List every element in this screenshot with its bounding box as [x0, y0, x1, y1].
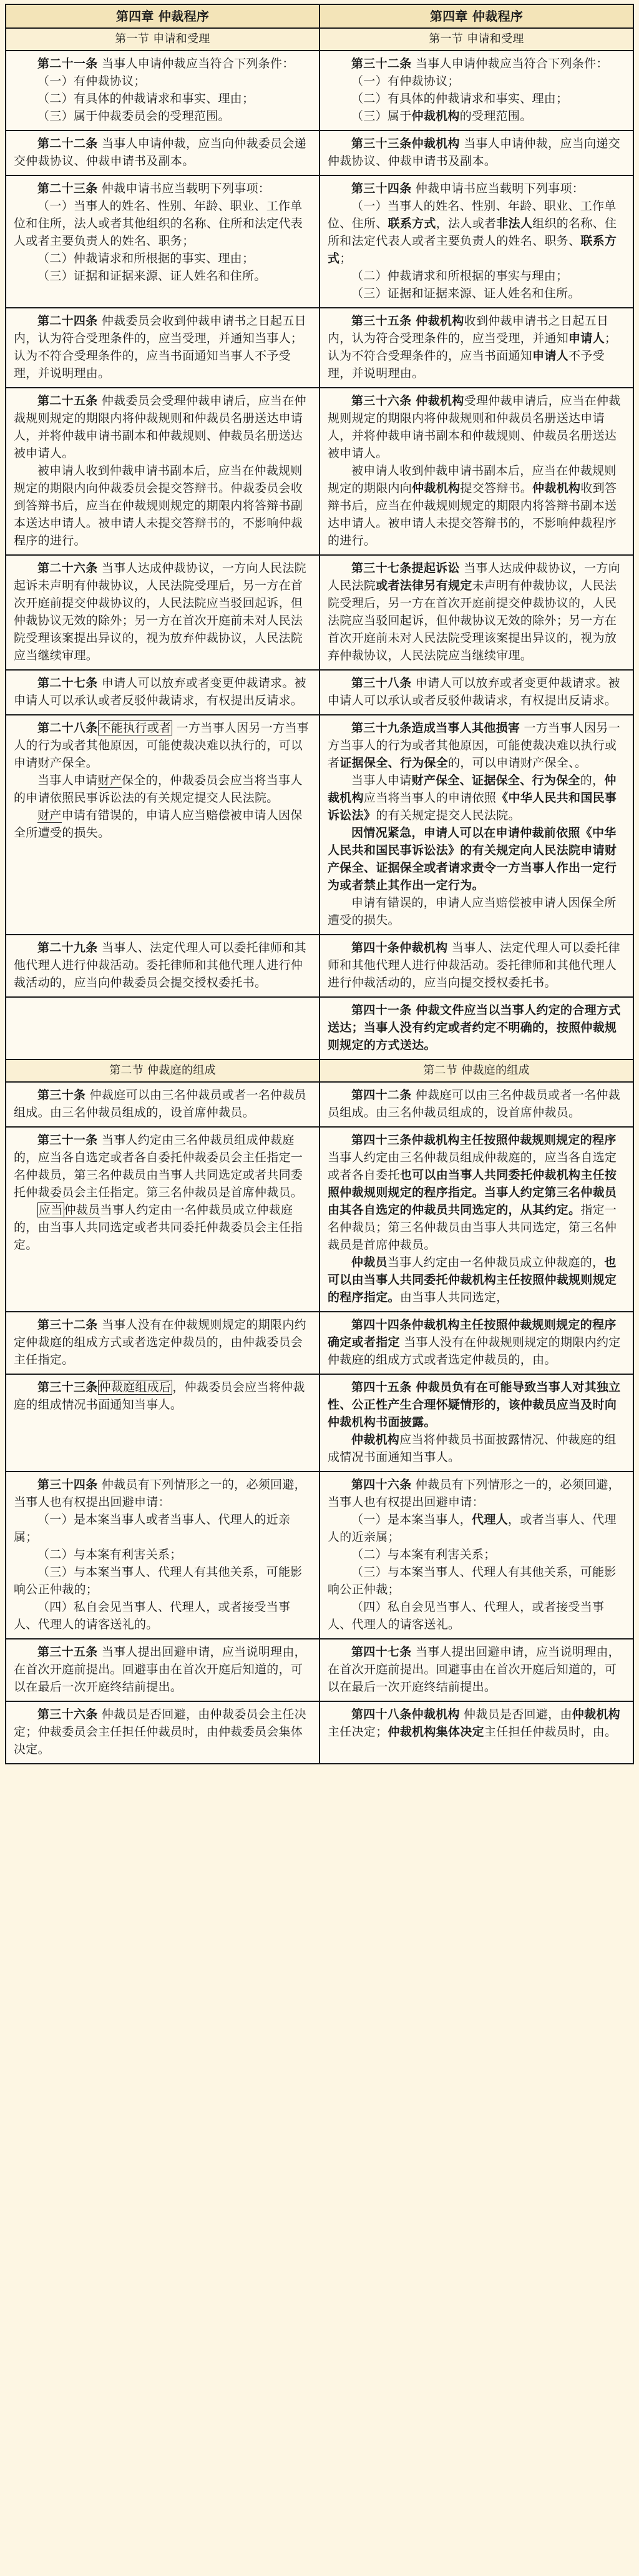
- text: 保全所遭受的损失。: [14, 809, 303, 840]
- bold-text: 仲裁员: [351, 1256, 388, 1269]
- text: 当事人申请仲裁应当符合下列条件：: [97, 57, 295, 71]
- section-title-right: 第二节 仲裁庭的组成: [320, 1059, 633, 1082]
- label: 第二十四条: [37, 314, 98, 328]
- article-paragraph: [14, 55, 311, 72]
- text: 仲裁委员会受理仲裁申请后，应当在仲裁规则规定的期限内将仲裁规则和仲裁员名册送达申请人，并将仲裁申请书副本和仲裁规则、仲裁员名册送达被申请人。: [14, 394, 306, 460]
- text: 当事人约定由三名仲裁员组成仲裁庭的，应当各自选定或者各自委托: [328, 1151, 617, 1182]
- article-paragraph: [328, 55, 625, 72]
- text: 当事人申请仲裁，应当向: [459, 137, 597, 150]
- label: 第四十五条: [351, 1380, 412, 1394]
- article-paragraph: [14, 1201, 311, 1254]
- article-paragraph: [328, 1598, 625, 1633]
- article-paragraph: [14, 250, 311, 267]
- article-paragraph: [14, 1316, 311, 1369]
- new-article-cell: [320, 1127, 633, 1312]
- article-paragraph: [14, 312, 311, 382]
- article-row: [6, 1472, 633, 1639]
- text: 。: [544, 1353, 557, 1367]
- old-article-cell-empty: [6, 997, 320, 1059]
- text: ，仲裁委员会应当将仲裁庭的组成情况书面通知当事人。: [14, 1380, 305, 1412]
- text: （二）与本案有利害关系；: [351, 1548, 496, 1561]
- new-article-cell: [320, 1312, 633, 1374]
- article-paragraph: [14, 90, 311, 107]
- bold-text: 申请人: [532, 349, 569, 363]
- new-article-cell: [320, 715, 633, 935]
- article-paragraph: [328, 312, 625, 382]
- bold-text: 造成当事人其他损害: [411, 721, 520, 735]
- article-paragraph: [328, 1546, 625, 1563]
- bold-text: 仲裁机构主任按照仲裁规则规定的程序: [411, 1133, 617, 1147]
- text: （一）是本案当事人或者当事人、代理人的近亲属；: [14, 1513, 291, 1544]
- bold-text: 财产保全、证据保全、行为保全: [411, 774, 580, 787]
- text: 。: [574, 756, 587, 770]
- text: 仲裁申请书应当载明下列事项：: [97, 182, 271, 195]
- text: 仲裁申请书应当载明下列事项：: [411, 182, 585, 195]
- label: 第二十一条: [37, 57, 98, 71]
- boxed-text: 不能执行或者: [99, 721, 172, 735]
- article-paragraph: [328, 719, 625, 772]
- label: 第四十四条: [351, 1318, 412, 1332]
- article-paragraph: [14, 1546, 311, 1563]
- article-paragraph: [14, 719, 311, 772]
- text: （二）仲裁请求和所根据的事实与理由；: [351, 269, 568, 283]
- article-row: [6, 715, 633, 935]
- text: 申请有错误的，申请人应当赔偿被申请人因: [61, 809, 291, 822]
- old-article-cell: [6, 1127, 320, 1312]
- bold-text: 仲裁机构: [328, 774, 617, 805]
- bold-text: 第四十一条 仲裁文件应当以当事人约定的合理方式送达；当事人没有约定或者约定不明确的，按照仲裁规则规定的方式送达。: [328, 1003, 621, 1052]
- article-paragraph: [328, 1379, 625, 1431]
- text: 被申请人收到仲裁申请书副本后，应当在仲裁规则规定的期限内向: [328, 464, 617, 495]
- text: 递交仲裁协议、仲裁申请书及副本。: [328, 137, 620, 168]
- text: 的，: [580, 774, 605, 787]
- underlined-text: 仲裁员: [64, 1203, 100, 1217]
- article-paragraph: [328, 894, 625, 929]
- label: 第二十六条: [37, 561, 98, 575]
- article-paragraph: [14, 1379, 311, 1413]
- text: 当事人约定由一名仲裁员成立仲裁庭的，: [387, 1256, 605, 1269]
- text: 应当将当事人的申请依照: [363, 791, 497, 805]
- article-paragraph: [14, 1086, 311, 1121]
- article-paragraph: [14, 267, 311, 285]
- article-paragraph: [328, 72, 625, 90]
- text: （四）私自会见当事人、代理人，或者接受当事人、代理人的请客送礼的。: [14, 1600, 291, 1631]
- bold-text: 《中华人民共和国民事诉讼法》: [328, 791, 617, 822]
- bold-text: 仲裁机构: [411, 394, 464, 408]
- article-paragraph: [328, 462, 625, 549]
- article-row: [6, 935, 633, 997]
- chapter-title-right: 第四章 仲裁程序: [320, 4, 633, 28]
- label: 第四十三条: [351, 1133, 412, 1147]
- article-row: [6, 175, 633, 308]
- label: 第三十四条: [351, 182, 412, 195]
- section-title-left: 第一节 申请和受理: [6, 28, 320, 51]
- article-paragraph: [328, 1511, 625, 1546]
- text: 仲裁员有下列情形之一的，必须回避，当事人也有权提出回避申请：: [328, 1478, 620, 1509]
- article-paragraph: [14, 1643, 311, 1696]
- text: （一）当事人的姓名、性别、年龄、职业、工作单位、住所、: [328, 199, 617, 230]
- label: 第二十二条: [37, 137, 98, 150]
- article-paragraph: [14, 1476, 311, 1511]
- article-paragraph: [328, 824, 625, 894]
- label: 第三十条: [37, 1088, 86, 1102]
- bold-text: 非法人: [496, 217, 533, 230]
- bold-text: 仲裁机构: [399, 941, 448, 955]
- text: 当事人没有在仲裁规则规定的期限内约定仲裁庭的组成方式或者选定仲裁员的，由: [328, 1335, 621, 1367]
- old-article-cell: [6, 555, 320, 670]
- article-row: [6, 1312, 633, 1374]
- article-paragraph: [14, 72, 311, 90]
- article-paragraph: [328, 559, 625, 664]
- article-paragraph: [328, 107, 625, 125]
- article-paragraph: [328, 772, 625, 824]
- text: 仲裁员是否回避，由仲裁委员会主任决定；仲裁委员会主任担任仲裁员时，由仲裁委员会集体决定。: [14, 1708, 306, 1756]
- article-paragraph: [14, 1511, 311, 1546]
- bold-text: 仲裁机构集体决定: [388, 1725, 484, 1739]
- text: （一）有仲裁协议；: [351, 74, 460, 88]
- article-paragraph: [328, 1131, 625, 1254]
- new-article-cell: [320, 1472, 633, 1639]
- article-row: [6, 308, 633, 388]
- article-paragraph: [14, 197, 311, 250]
- article-paragraph: [328, 1476, 625, 1511]
- old-article-cell: [6, 1701, 320, 1764]
- bold-text: 证据保全、行为保全: [339, 756, 449, 770]
- article-paragraph: [328, 267, 625, 285]
- text: 当事人申请: [37, 774, 98, 787]
- bold-text: 仲裁机构: [411, 1708, 460, 1721]
- text: 受理仲裁申请后，应当在仲裁规则规定的期限内将仲裁规则和仲裁员名册送达申请人，并将仲裁申请书副本和仲裁规则、仲裁员名册送达被申请人。: [328, 394, 621, 460]
- text: 当事人、法定代理人可以委托律师和其他代理人进行仲裁活动。委托律师和其他代理人进行仲裁活动的，应当向仲裁委员会提交授权委托书。: [14, 941, 306, 990]
- new-article-cell: [320, 1082, 633, 1127]
- text: ，法人或者: [436, 217, 497, 230]
- bold-text: 联系方式: [328, 234, 617, 265]
- bold-text: 仲裁机构主任按照仲裁规则规定的程序确定或者指定: [328, 1318, 617, 1349]
- old-article-cell: [6, 1472, 320, 1639]
- text: 的受理范围。: [459, 109, 532, 123]
- article-row: [6, 1374, 633, 1472]
- text: 。: [26, 1238, 38, 1252]
- new-article-cell: [320, 51, 633, 130]
- old-article-cell: [6, 388, 320, 555]
- boxed-text: 仲裁庭组成后: [99, 1380, 172, 1394]
- article-paragraph: [14, 107, 311, 125]
- text: 当事人申请仲裁应当符合下列条件：: [411, 57, 608, 71]
- article-paragraph: [14, 559, 311, 664]
- text: （三）与本案当事人、代理人有其他关系，可能影响公正仲裁；: [328, 1565, 617, 1596]
- new-article-cell: [320, 388, 633, 555]
- old-article-cell: [6, 130, 320, 175]
- text: 仲裁员有下列情形之一的，必须回避，当事人也有权提出回避申请：: [14, 1478, 306, 1509]
- article-paragraph: [328, 1316, 625, 1369]
- bold-text: 也可以由当事人共同委托仲裁机构主任按照仲裁规则规定的程序指定。当事人约定第三名仲裁员由其各自选定的仲裁员共同选定的，从其约定。: [328, 1168, 617, 1217]
- article-paragraph: [14, 772, 311, 807]
- text: 由当事人共同选定，: [399, 1290, 509, 1304]
- text: 被申请人收到仲裁申请书副本后，应当在仲裁规则规定的期限内向仲裁委员会提交答辩书。仲裁委员会收到答辩书后，应当在仲裁规则规定的期限内将答辩书副本送达申请人。被申请人未提交答辩书的，不影响仲裁程序的进行。: [14, 464, 303, 548]
- text: 申请人可以放弃或者变更仲裁请求。被申请人可以承认或者反驳仲裁请求，有权提出反请求。: [328, 676, 620, 707]
- text: （一）当事人的姓名、性别、年龄、职业、工作单位和住所，法人或者其他组织的名称、住所和法定代表人或者主要负责人的姓名、职务；: [14, 199, 303, 248]
- article-paragraph: [328, 392, 625, 462]
- comparison-table: [5, 4, 634, 1764]
- text: 一方当事人因另一方当事人的行为或者其他原因，可能使裁决难以执行或者: [328, 721, 620, 770]
- text: 提交答辩书。: [460, 481, 533, 495]
- old-article-cell: [6, 1312, 320, 1374]
- article-paragraph: [14, 674, 311, 709]
- label: 第三十六条: [37, 1708, 98, 1721]
- article-paragraph: [14, 1706, 311, 1758]
- text: 保全的，仲裁委员会应当将当事人的申请依照民事诉讼法的有关规定提交人民法院。: [14, 774, 303, 805]
- article-row: [6, 388, 633, 555]
- label: 第四十八条: [351, 1708, 412, 1721]
- text: 申请人可以放弃或者变更仲裁请求。被申请人可以承认或者反驳仲裁请求，有权提出反请求。: [14, 676, 306, 707]
- text: （二）有具体的仲裁请求和事实、理由；: [37, 92, 255, 106]
- bold-text: 仲裁机构: [572, 1708, 620, 1721]
- article-row: [6, 1127, 633, 1312]
- label: 第四十六条: [351, 1478, 412, 1492]
- label: 第三十八条: [351, 676, 412, 690]
- text: 当事人提出回避申请，应当说明理由，在首次开庭前提出。回避事由在首次开庭后知道的，可以在最后一次开庭终结前提出。: [328, 1645, 620, 1694]
- text: 组织的名称、住所和法定代表人或者主要负责人的姓名、职务、: [328, 217, 617, 248]
- text: ；认为不符合受理条件的，应当书面通知: [328, 332, 617, 363]
- label: 第三十九条: [351, 721, 412, 735]
- label: 第三十二条: [37, 1318, 98, 1332]
- article-paragraph: [328, 1706, 625, 1741]
- new-article-cell: [320, 175, 633, 308]
- bold-text: 仲裁机构: [411, 109, 460, 123]
- text: 由当事人共同选定或者共同委托仲裁委员会主任指定: [14, 1221, 303, 1252]
- article-paragraph: [328, 1086, 625, 1121]
- section-title-right: 第一节 申请和受理: [320, 28, 633, 51]
- section-header-row: [6, 28, 633, 51]
- text: 仲裁员是否回避，由: [459, 1708, 572, 1721]
- label: 第二十九条: [37, 941, 98, 955]
- article-paragraph: [14, 135, 311, 170]
- article-paragraph: [14, 180, 311, 197]
- text: （一）是本案当事人，: [351, 1513, 472, 1526]
- text: 当事人申请仲裁，应当向仲裁委员会递交仲裁协议、仲裁申请书及副本。: [14, 137, 306, 168]
- old-article-cell: [6, 1082, 320, 1127]
- new-article-cell: [320, 1701, 633, 1764]
- bold-text: 或者法律另有规定: [376, 579, 472, 592]
- section-header-row: [6, 1059, 633, 1082]
- text: （三）证据和证据来源、证人姓名和住所。: [37, 269, 266, 283]
- old-article-cell: [6, 715, 320, 935]
- label: 第四十二条: [351, 1088, 412, 1102]
- label: 第二十七条: [37, 676, 98, 690]
- label: 第三十六条: [351, 394, 412, 408]
- text: （三）证据和证据来源、证人姓名和住所。: [351, 287, 580, 300]
- text: 收到仲裁申请书之日起五日内，认为符合受理条件的，应当受理，并通知: [328, 314, 609, 345]
- text: 仲裁庭可以由三名仲裁员或者一名仲裁员组成。由三名仲裁员组成的，设首席仲裁员。: [328, 1088, 620, 1119]
- bold-text: 仲裁员负有在可能导致当事人对其独立性、公正性产生合理怀疑情形的，该仲裁员应当及时向仲裁机构书面披露。: [328, 1380, 621, 1429]
- old-article-cell: [6, 1639, 320, 1701]
- text: 当事人提出回避申请，应当说明理由，在首次开庭前提出。回避事由在首次开庭后知道的，可以在最后一次开庭终结前提出。: [14, 1645, 306, 1694]
- text: 申请有错误的，申请人应当赔偿被申请人因保全所遭受的损失。: [328, 896, 617, 927]
- old-article-cell: [6, 935, 320, 997]
- text: 未声明有仲裁协议，人民法院受理后，另一方在首次开庭前提交仲裁协议的，人民法院应当驳回起诉，但仲裁协议无效: [328, 579, 617, 627]
- old-article-cell: [6, 175, 320, 308]
- article-paragraph: [14, 1131, 311, 1201]
- article-paragraph: [14, 1563, 311, 1598]
- label: 第三十三条: [37, 1380, 98, 1394]
- text: 主任担任仲裁员时，由: [484, 1725, 605, 1739]
- new-article-cell: [320, 935, 633, 997]
- text: （三）属于仲裁委员会的受理范围。: [37, 109, 230, 123]
- text: 的有关规定提交人民法院。: [376, 809, 520, 822]
- new-article-cell: [320, 1374, 633, 1472]
- article-paragraph: [328, 135, 625, 170]
- article-paragraph: [328, 1431, 625, 1466]
- article-paragraph: [328, 939, 625, 991]
- text: 当事人约定由一名仲裁员成立仲裁庭的，: [14, 1203, 293, 1234]
- article-row: [6, 555, 633, 670]
- article-paragraph: [14, 807, 311, 842]
- text: （一）有仲裁协议；: [37, 74, 146, 88]
- article-row: [6, 1082, 633, 1127]
- bold-text: 提起诉讼: [411, 561, 460, 575]
- text: （二）与本案有利害关系；: [37, 1548, 182, 1561]
- article-paragraph: [328, 285, 625, 302]
- text: （四）私自会见当事人、代理人，或者接受当事人、代理人的请客送礼。: [328, 1600, 605, 1631]
- chapter-header-row: [6, 4, 633, 28]
- article-paragraph: [328, 180, 625, 197]
- article-paragraph: [328, 197, 625, 267]
- text: 第三名仲裁员是首席仲裁员。: [328, 1221, 617, 1252]
- text: 收到答辩书后，应当在仲裁规则规定的期限内将答辩书副本送达申请人。被申请人未提交答辩书的，不影响仲裁程序的进行。: [328, 481, 617, 548]
- text: 提交授权委托书。: [460, 976, 557, 990]
- boxed-text: 应当: [39, 1203, 63, 1217]
- text: 仲裁委员会收到仲裁申请书之日起五日内，认为符合受理条件的，应当受理，并通知当事人；认为不符合受理条件的，应当书面通知当事人不予受理，并说明理由。: [14, 314, 306, 380]
- text: 不予受理，并说明理由。: [328, 349, 605, 380]
- label: 第三十四条: [37, 1478, 98, 1492]
- text: （三）与本案当事人、代理人有其他关系，可能影响公正仲裁的；: [14, 1565, 303, 1596]
- bold-text: 也可以由当事人共同委托仲裁机构主任按照仲裁规则规定的程序指定。: [328, 1256, 617, 1304]
- article-paragraph: [14, 1598, 311, 1633]
- text: ；: [339, 252, 352, 265]
- text: （二）仲裁请求和所根据的事实、理由；: [37, 252, 255, 265]
- article-paragraph: [328, 90, 625, 107]
- article-paragraph: [14, 939, 311, 991]
- label: 第三十五条: [351, 314, 412, 328]
- label: 第三十二条: [351, 57, 412, 71]
- text: ，或者当事人、代理人的近亲属；: [328, 1513, 617, 1544]
- text: 当事人申请: [351, 774, 412, 787]
- text: 当事人达成仲裁协议，一方向人民法院: [328, 561, 620, 592]
- text: 主任决定；: [328, 1725, 388, 1739]
- new-article-cell: [320, 555, 633, 670]
- text: 当事人约定由三名仲裁员组成仲裁庭的，应当各自选定或者各自委托仲裁委员会主任指定一名仲裁员，第三名仲裁员由当事人共同选定或者共同委托仲裁委员会主任指定。第三名仲裁员是首席仲裁员。: [14, 1133, 303, 1199]
- bold-text: 仲裁机构: [411, 137, 460, 150]
- new-article-cell: [320, 670, 633, 715]
- underlined-text: 财产: [97, 774, 122, 787]
- article-row: [6, 1701, 633, 1764]
- text: 当事人达成仲裁协议，一方向人民法院起诉未声明有仲裁协议，人民法院受理后，另一方在首次开庭前提交仲裁协议的，人民法院应当驳回起诉，但仲裁协议无效的除外；另一方在首次开庭前未对人民法院受理该案提出异议的，视为放弃仲裁协议，人民法院应当继续审理。: [14, 561, 306, 662]
- text: 当事人、法定代理人可以委托律师和其他代理人进行仲裁活动。委托律师和其他代理人进行仲裁活动的，应当向: [328, 941, 620, 990]
- text: （二）有具体的仲裁请求和事实、理由；: [351, 92, 568, 106]
- underlined-text: 财产: [37, 809, 62, 822]
- article-row: [6, 997, 633, 1059]
- new-article-cell: [320, 1639, 633, 1701]
- bold-text: 仲裁机构: [411, 314, 464, 328]
- label: 第三十三条: [351, 137, 412, 150]
- article-row: [6, 1639, 633, 1701]
- text: 一方当事人因另一方当事人的行为或者其他原因，可能使裁决: [14, 721, 309, 752]
- text: 难以执行的，可以申请财产保全。: [14, 739, 303, 770]
- bold-text: 联系方式: [388, 217, 436, 230]
- section-title-left: 第二节 仲裁庭的组成: [6, 1059, 320, 1082]
- bold-text: 仲裁机构: [351, 1433, 400, 1447]
- new-article-cell: [320, 130, 633, 175]
- label: 第三十五条: [37, 1645, 98, 1659]
- article-paragraph: [14, 462, 311, 549]
- article-row: [6, 670, 633, 715]
- article-paragraph: [328, 1254, 625, 1306]
- article-row: [6, 51, 633, 130]
- text: 仲裁庭可以由三名仲裁员或者一名仲裁员组成。由三名仲裁员组成的，设首席仲裁员。: [14, 1088, 306, 1119]
- text: 的除外；另一方在首次开庭前未对人民法院受理该案提出异议的，视为放弃仲裁协议，人民法院应当继续审理。: [328, 614, 617, 662]
- chapter-title-left: 第四章 仲裁程序: [6, 4, 320, 28]
- article-paragraph: [328, 1643, 625, 1696]
- label: 第二十三条: [37, 182, 98, 195]
- text: 指定一名仲裁员；第三名仲裁员由当事人共同选定，: [328, 1203, 617, 1234]
- bold-text: 仲裁机构: [532, 481, 581, 495]
- bold-text: 仲裁机构: [412, 481, 461, 495]
- new-article-cell: [320, 997, 633, 1059]
- label: 第二十五条: [37, 394, 98, 408]
- bold-text: 申请人: [568, 332, 605, 345]
- old-article-cell: [6, 670, 320, 715]
- label: 第四十条: [351, 941, 400, 955]
- new-article-cell: [320, 308, 633, 388]
- bold-text: 因情况紧急，申请人可以在申请仲裁前依照《中华人民共和国民事诉讼法》的有关规定向人民法院申请财产保全、证据保全或者请求责令一方当事人作出一定行为或者禁止其作出一定行为。: [328, 826, 617, 892]
- text: 。: [604, 1725, 617, 1739]
- article-paragraph: [328, 1563, 625, 1598]
- text: （三）属于: [351, 109, 412, 123]
- old-article-cell: [6, 1374, 320, 1472]
- label: 第三十七条: [351, 561, 412, 575]
- label: 第四十七条: [351, 1645, 412, 1659]
- bold-text: 代理人: [472, 1513, 508, 1526]
- article-paragraph: [328, 674, 625, 709]
- old-article-cell: [6, 308, 320, 388]
- old-article-cell: [6, 51, 320, 130]
- article-row: [6, 130, 633, 175]
- article-paragraph: [14, 392, 311, 462]
- label: 第二十八条: [37, 721, 98, 735]
- label: 第三十一条: [37, 1133, 98, 1147]
- text: 的，可以申请财产保全、: [448, 756, 575, 770]
- text: 当事人没有在仲裁规则规定的期限内约定仲裁庭的组成方式或者选定仲裁员的，由仲裁委员会主任指定。: [14, 1318, 306, 1367]
- article-paragraph: [328, 1001, 625, 1054]
- text: 应当将仲裁员书面披露情况、仲裁庭的组成情况书面通知当事人。: [328, 1433, 617, 1464]
